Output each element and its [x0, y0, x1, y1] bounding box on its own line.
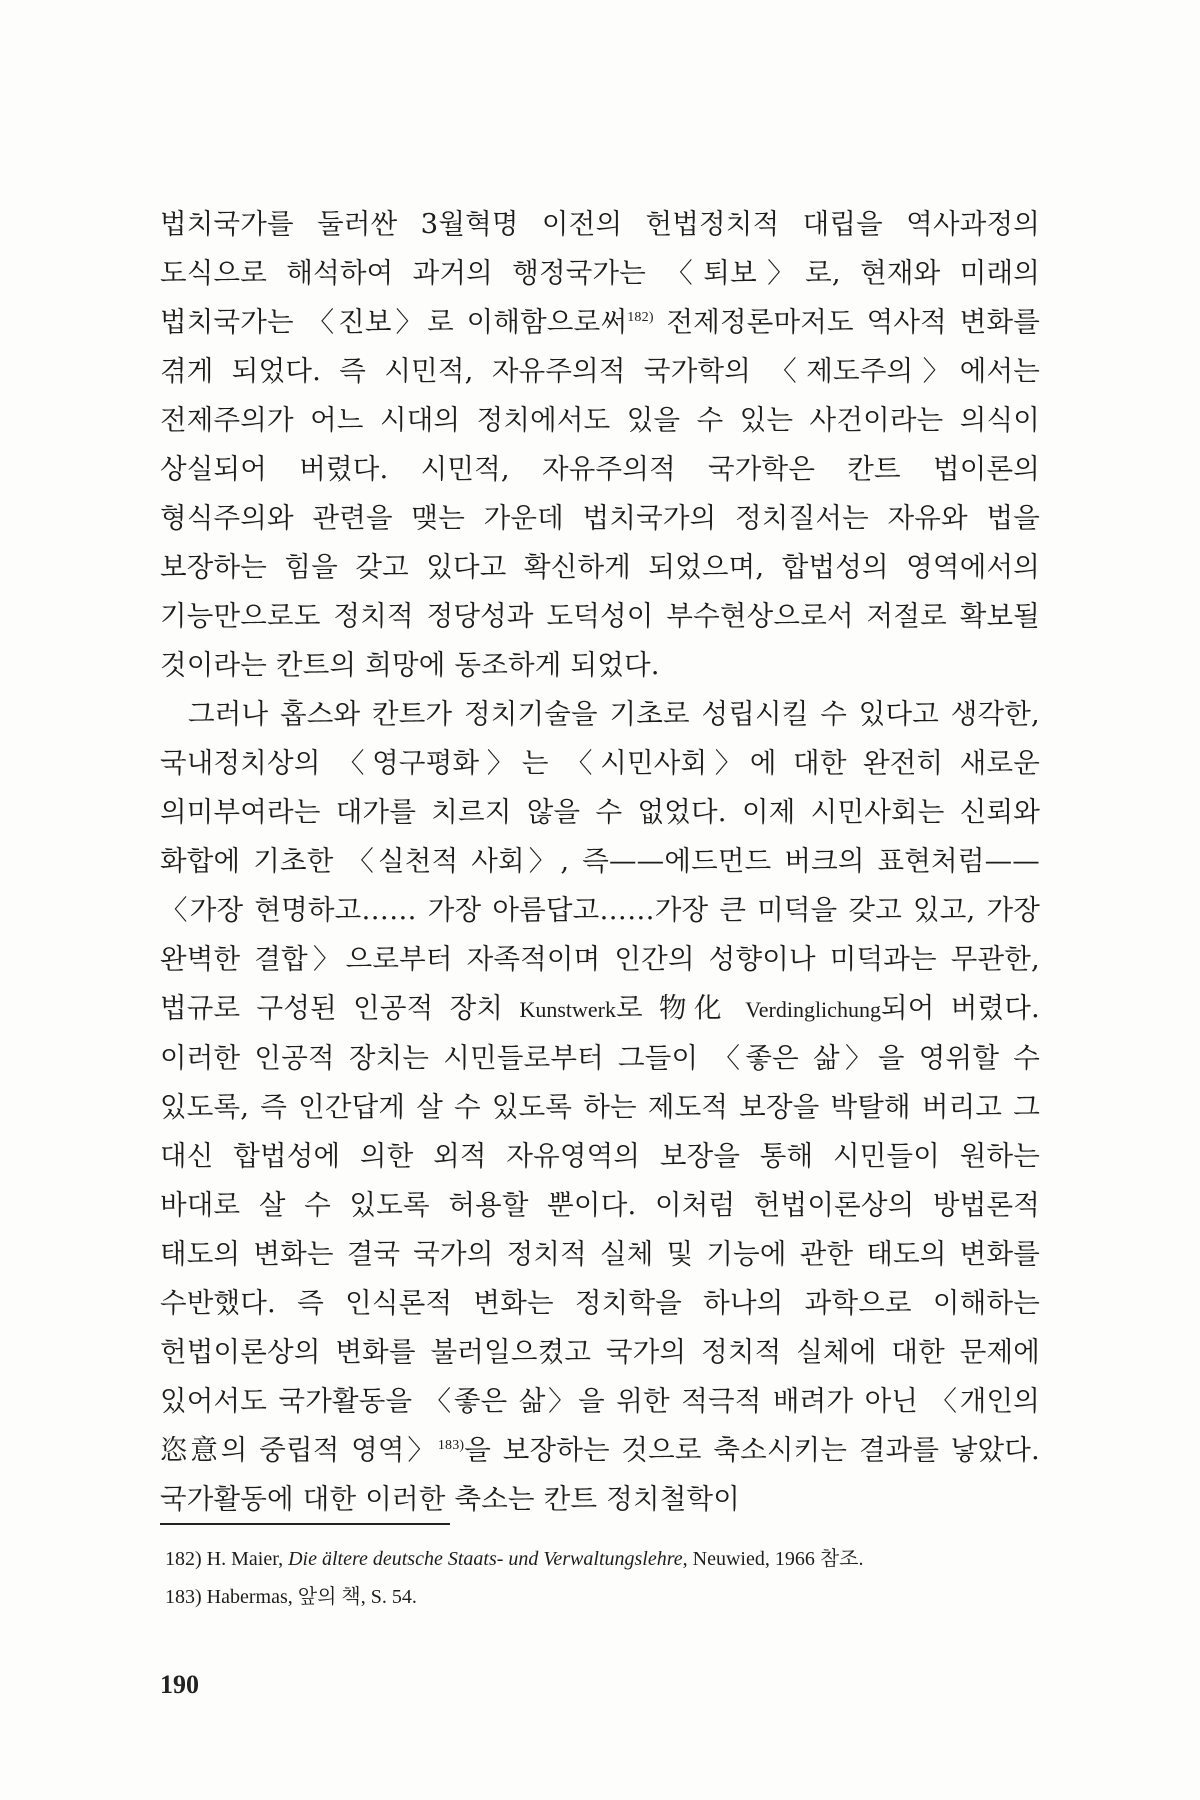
paragraph-2-text-a: 그러나 홉스와 칸트가 정치기술을 기초로 성립시킬 수 있다고 생각한, 국내정치상의 〈영구평화〉는 〈시민사회〉에 대한 완전히 새로운 의미부여라는 대가를 치르지 않을 수 없었다. 이제 시민사회는 신뢰와 화합에 기초한 〈실천적 사회〉, 즉——에드먼드 버크의 표현처럼——〈가장 현명하고…… 가장 아름답고……가장 큰 미덕을 갖고 있고, 가장 완벽한 결합〉으로부터 자족적이며 인간의 성향이나 미덕과는 무관한, 법규로 구성된 인공적 장치 [160, 698, 1040, 1024]
footnote-ref-183: 183) [437, 1437, 465, 1453]
footnote-divider [160, 1523, 450, 1525]
footnote-author: H. Maier, [201, 1548, 289, 1570]
paragraph-1-text-a: 법치국가를 둘러싼 3월혁명 이전의 헌법정치적 대립을 역사과정의 도식으로 해석하여 과거의 행정국가는 〈퇴보〉로, 현재와 미래의 법치국가는 〈진보〉로 이해함으로써 [160, 208, 1040, 338]
footnote-publication: , Neuwied, 1966 참조. [682, 1548, 864, 1570]
footnote-182 [165, 1540, 1045, 1578]
footnote-text: Habermas, 앞의 책, S. 54. [201, 1586, 417, 1608]
paragraph-2-text-d: 을 보장하는 것으로 축소시키는 결과를 낳았다. 국가활동에 대한 이러한 축소는 칸트 정치철학이 [160, 1434, 1040, 1515]
body-text [160, 200, 1040, 1524]
footnote-title: Die ältere deutsche Staats- und Verwaltungslehre [288, 1548, 683, 1570]
term-kunstwerk: Kunstwerk [519, 997, 616, 1022]
page-number: 190 [160, 1670, 199, 1699]
paragraph-2 [160, 690, 1040, 1524]
footnote-number: 183) [165, 1586, 202, 1608]
footnote-number: 182) [165, 1548, 202, 1570]
term-verdinglichung: Verdinglichung [745, 997, 881, 1022]
paragraph-1 [160, 200, 1040, 690]
footnotes [165, 1540, 1045, 1616]
paragraph-1-text-b: 전제정론마저도 역사적 변화를 겪게 되었다. 즉 시민적, 자유주의적 국가학의 〈제도주의〉에서는 전제주의가 어느 시대의 정치에서도 있을 수 있는 사건이라는 의식이 상실되어 버렸다. 시민적, 자유주의적 국가학은 칸트 법이론의 형식주의와 관련을 맺는 가운데 법치국가의 정치질서는 자유와 법을 보장하는 힘을 갖고 있다고 확신하게 되었으며, 합법성의 영역에서의 기능만으로도 정치적 정당성과 도덕성이 부수현상으로서 저절로 확보될 것이라는 칸트의 희망에 동조하게 되었다. [160, 306, 1040, 681]
paragraph-2-text-b: 로 物化 [615, 992, 746, 1024]
footnote-183 [165, 1578, 1045, 1616]
footnote-ref-182: 182) [627, 309, 654, 325]
paragraph-2-text-c: 되어 버렸다. 이러한 인공적 장치는 시민들로부터 그들이 〈좋은 삶〉을 영위할 수 있도록, 즉 인간답게 살 수 있도록 하는 제도적 보장을 박탈해 버리고 그 대신 합법성에 의한 외적 자유영역의 보장을 통해 시민들이 원하는 바대로 살 수 있도록 허용할 뿐이다. 이처럼 헌법이론상의 방법론적 태도의 변화는 결국 국가의 정치적 실체 및 기능에 관한 태도의 변화를 수반했다. 즉 인식론적 변화는 정치학을 하나의 과학으로 이해하는 헌법이론상의 변화를 불러일으켰고 국가의 정치적 실체에 대한 문제에 있어서도 국가활동을 〈좋은 삶〉을 위한 적극적 배려가 아닌 〈개인의 恣意의 중립적 영역〉 [160, 992, 1040, 1466]
